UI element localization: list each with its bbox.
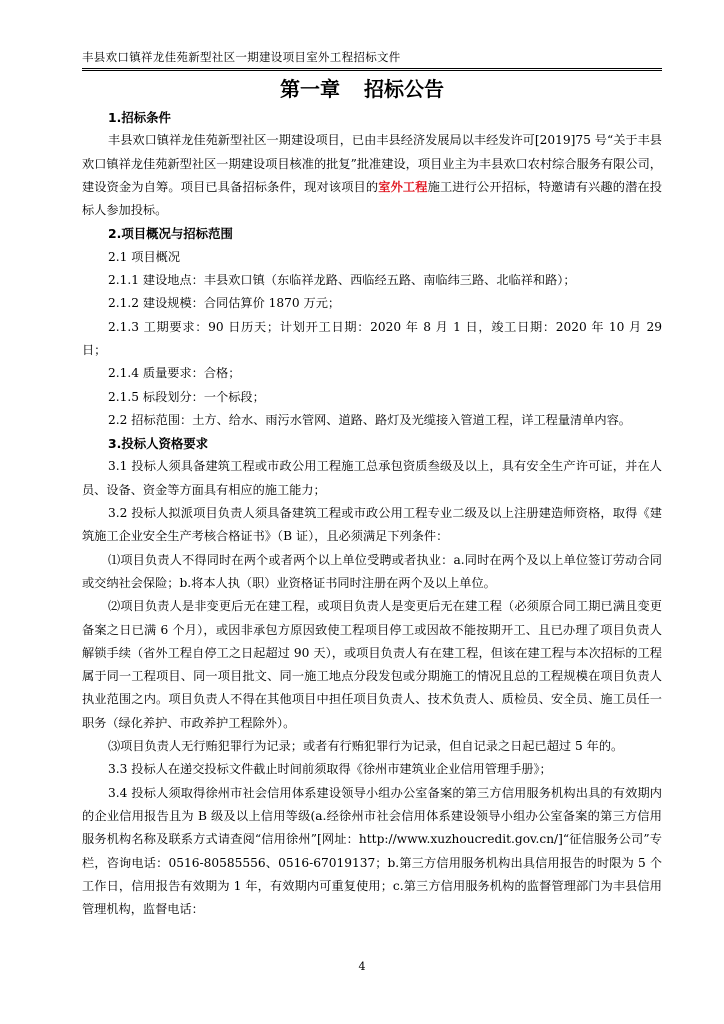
section-2-heading: 2.项目概况与招标范围 bbox=[108, 226, 233, 242]
item-3-1: 3.1 投标人须具备建筑工程或市政公用工程施工总承包资质叁级及以上，具有安全生产许可证，并在人员、设备、资金等方面具有相应的施工能力； bbox=[82, 459, 662, 497]
document-body bbox=[82, 106, 662, 921]
section-3-heading: 3.投标人资格要求 bbox=[108, 436, 209, 452]
highlight-outdoor-works: 室外工程 bbox=[378, 179, 428, 194]
chapter-name: 招标公告 bbox=[364, 77, 444, 101]
item-2-1-4: 2.1.4 质量要求：合格； bbox=[108, 366, 241, 381]
page-number: 4 bbox=[358, 960, 366, 973]
item-3-4: 3.4 投标人须取得徐州市社会信用体系建设领导小组办公室备案的第三方信用服务机构出具的有效期内的企业信用报告且为 B 级及以上信用等级(a.经徐州市社会信用体系建设领导小组办公室备案的第三方信用服务机构名称及联系方式请查阅“信用徐州”[网址：http://www.xuzhoucredit.gov.cn/]“征信服务公司”专栏，咨询电话：0516-80585556、0516-67019137；b.第三方信用服务机构出具信用报告的时限为 5 个工作日，信用报告有效期为 1 年，有效期内可重复使用；c.第三方信用服务机构的监督管理部门为丰县信用管理机构，监督电话： bbox=[82, 785, 662, 917]
item-2-1-1: 2.1.1 建设地点：丰县欢口镇（东临祥龙路、西临经五路、南临纬三路、北临祥和路）； bbox=[108, 273, 576, 288]
chapter-number: 第一章 bbox=[280, 77, 340, 101]
item-2-2: 2.2 招标范围：土方、给水、雨污水管网、道路、路灯及光缆接入管道工程，详工程量清单内容。 bbox=[108, 412, 631, 427]
condition-1: ⑴项目负责人不得同时在两个或者两个以上单位受聘或者执业：a.同时在两个及以上单位签订劳动合同或交纳社会保险；b.将本人执（职）业资格证书同时注册在两个及以上单位。 bbox=[82, 552, 662, 590]
section-1-heading: 1.招标条件 bbox=[108, 110, 171, 125]
section-1-text-before: 丰县欢口镇祥龙佳苑新型社区一期建设项目，已由丰县经济发展局以丰经发许可[2019]75 号“关于丰县欢口镇祥龙佳苑新型社区一期建设项目核准的批复”批准建设，项目业主为丰县欢口农村综合服务有限公司，建设资金为自筹。项目已具备招标条件，现对该项目的 bbox=[82, 133, 662, 194]
item-3-3: 3.3 投标人在递交投标文件截止时间前须取得《徐州市建筑业企业信用管理手册》； bbox=[108, 762, 552, 777]
condition-3: ⑶项目负责人无行贿犯罪行为记录；或者有行贿犯罪行为记录，但自记录之日起已超过 5 年的。 bbox=[108, 739, 624, 754]
item-2-1-3: 2.1.3 工期要求：90 日历天；计划开工日期：2020 年 8 月 1 日，竣工日期：2020 年 10 月 29 日； bbox=[82, 319, 662, 357]
item-2-1-2: 2.1.2 建设规模：合同估算价 1870 万元； bbox=[108, 296, 341, 311]
item-3-2: 3.2 投标人拟派项目负责人须具备建筑工程或市政公用工程专业二级及以上注册建造师资格，取得《建筑施工企业安全生产考核合格证书》（B 证），且必须满足下列条件： bbox=[82, 506, 662, 544]
item-2-1-5: 2.1.5 标段划分：一个标段； bbox=[108, 389, 265, 404]
section-1-text-after: 施工进行公开招标，特邀请有兴趣的潜在投标人参加投标。 bbox=[82, 179, 662, 218]
item-2-1: 2.1 项目概况 bbox=[108, 249, 181, 264]
page-header: 丰县欢口镇祥龙佳苑新型社区一期建设项目室外工程招标文件 bbox=[82, 50, 401, 64]
condition-2: ⑵项目负责人是非变更后无在建工程，或项目负责人是变更后无在建工程（必须原合同工期已满且变更备案之日已满 6 个月），或因非承包方原因致使工程项目停工或因故不能按期开工、且已办理了项目负责人解锁手续（省外工程自停工之日起超过 90 天），或项目负责人有在建工程，但该在建工程与本次招标的工程属于同一工程项目、同一项目批文、同一施工地点分段发包或分期施工的情况且总的工程规模在项目负责人执业范围之内。项目负责人不得在其他项目中担任项目负责人、技术负责人、质检员、安全员、施工员任一职务（绿化养护、市政养护工程除外）。 bbox=[82, 599, 662, 730]
chapter-title bbox=[0, 76, 724, 102]
header-rule bbox=[82, 68, 662, 71]
section-1-paragraph bbox=[82, 129, 662, 222]
